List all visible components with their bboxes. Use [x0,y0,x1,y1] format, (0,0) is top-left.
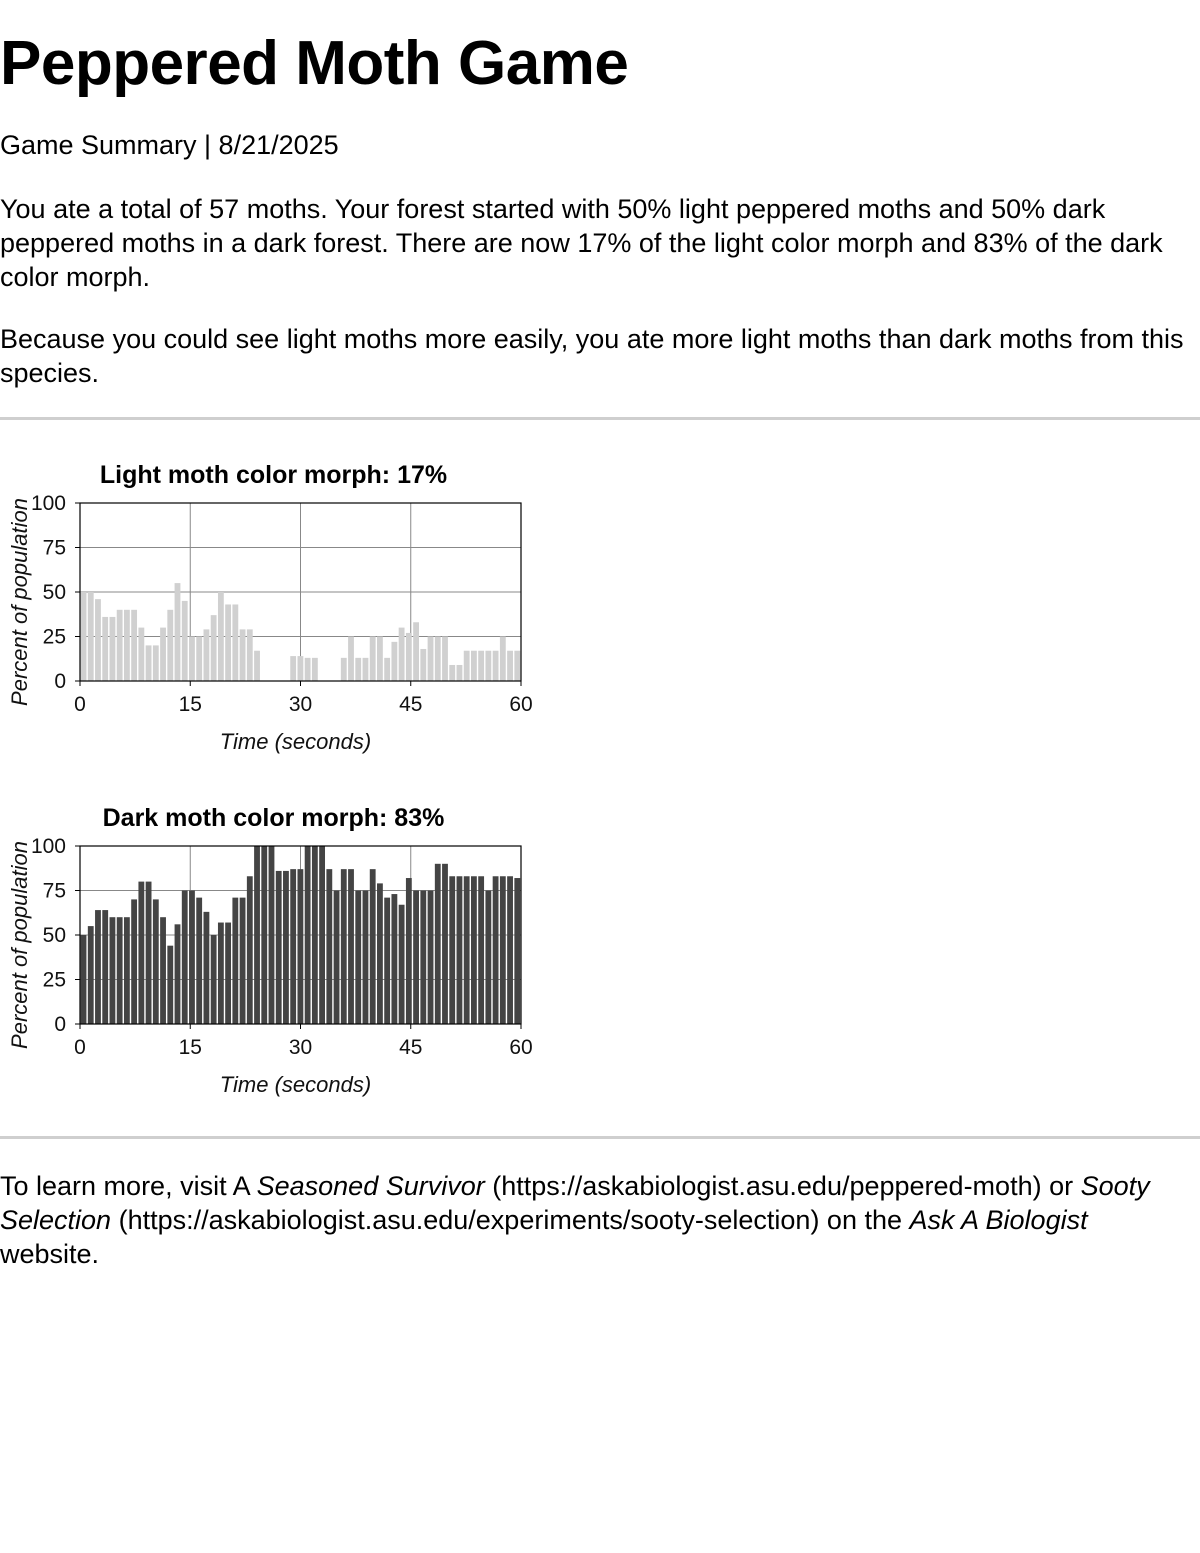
dark-ytick-label: 0 [54,1013,66,1036]
ask-a-biologist-title: Ask A Biologist [909,1205,1088,1235]
dark-bar [131,899,137,1024]
dark-bar [319,846,325,1024]
light-bar [478,651,484,681]
dark-xtick-label: 0 [74,1036,86,1059]
footer-text-3: (https://askabiologist.asu.edu/experiments/sooty-selection) on the [111,1205,910,1235]
light-bar [153,645,159,681]
dark-bar [341,869,347,1024]
dark-bar [218,923,224,1024]
dark-bar [117,917,123,1024]
dark-bar [312,846,318,1024]
dark-bar [471,876,477,1024]
dark-bar [464,876,470,1024]
dark-bar [211,935,217,1024]
learn-more-paragraph [0,1169,1190,1271]
dark-bar [514,878,520,1024]
dark-bar [138,882,144,1024]
dark-bar [420,891,426,1025]
light-bar [124,610,130,681]
dark-bar [124,917,130,1024]
results-paragraph: You ate a total of 57 moths. Your forest started with 50% light peppered moths and 50% dark peppered moths in a dark forest. There are now 17% of the light color morph and 83% of the dark color morph. [0,194,1163,292]
dark-bar [449,876,455,1024]
dark-xtick-label: 60 [509,1036,533,1059]
dark-bar [406,878,412,1024]
light-bar [131,610,137,681]
light-xtick-label: 30 [288,693,313,716]
dark-xtick-label: 15 [178,1036,202,1059]
light-bar [182,601,188,681]
light-bar [507,651,513,681]
light-bar [225,604,231,681]
light-bar [146,645,152,681]
light-bar [391,642,397,681]
light-bar [514,651,520,681]
light-yaxis-label: Percent of population [7,498,32,706]
dark-bar [457,876,463,1024]
light-bar [211,615,217,681]
light-ytick-label: 75 [42,536,66,560]
light-bar [406,633,412,681]
light-bar [254,651,260,681]
light-bar [485,651,491,681]
light-xaxis-label: Time (seconds) [219,729,372,754]
light-bar [493,651,499,681]
explanation-paragraph: Because you could see light moths more easily, you ate more light moths than dark moths from this species. [0,324,1184,388]
light-bar [399,628,405,681]
sooty-selection-title: Sooty Selection [0,1171,1150,1235]
dark-bar [507,876,513,1024]
dark-bar [428,891,434,1025]
dark-ytick-label: 75 [42,879,66,903]
dark-ytick-label: 25 [42,968,66,992]
light-bar [204,629,210,681]
light-bar [348,637,354,682]
dark-bar [478,876,484,1024]
light-ytick-label: 25 [42,625,66,649]
dark-bar [167,946,173,1024]
light-bar [435,637,441,682]
seasoned-survivor-title: Seasoned Survivor [256,1171,485,1201]
dark-bar [175,924,181,1024]
light-bar [232,604,238,681]
dark-bar [485,891,491,1025]
footer-text-2: (https://askabiologist.asu.edu/peppered-moth) or [484,1171,1081,1201]
light-bar [138,628,144,681]
dark-bar [247,876,253,1024]
dark-morph-chart [0,788,560,1098]
light-bar [471,651,477,681]
light-bar [341,658,347,681]
light-bar [102,617,108,681]
dark-bar [370,869,376,1024]
dark-bar [146,882,152,1024]
light-xtick-label: 0 [74,693,86,716]
light-bar [247,629,253,681]
light-bar [110,617,116,681]
light-bar [240,629,246,681]
dark-yaxis-label: Percent of population [7,841,32,1049]
dark-bar [232,898,238,1024]
light-bar [312,658,318,681]
dark-bar [204,912,210,1024]
divider-top [0,417,1200,420]
light-bar [442,637,448,682]
light-morph-chart-svg [0,445,560,755]
light-bar [428,637,434,682]
dark-chart-title: Dark moth color morph: 83% [102,804,445,832]
dark-bar [435,864,441,1024]
dark-bar [355,891,361,1025]
dark-bar [413,891,419,1025]
light-bar [355,658,361,681]
dark-bar [81,935,87,1024]
dark-bar [297,869,303,1024]
light-bar [196,637,202,682]
dark-bar [160,917,166,1024]
dark-xtick-label: 45 [399,1036,423,1059]
dark-bar [384,898,390,1024]
dark-morph-chart-svg [0,788,560,1098]
dark-bar [493,876,499,1024]
light-bar [363,658,369,681]
dark-bar [189,891,195,1025]
dark-bar [153,899,159,1024]
light-ytick-label: 0 [54,670,66,693]
light-bar [370,637,376,682]
dark-bar [269,846,275,1024]
footer-text-4: website. [0,1239,100,1269]
dark-bar [225,923,231,1024]
light-bar [464,651,470,681]
dark-bar [326,869,332,1024]
page-title: Peppered Moth Game [0,29,629,98]
dark-ytick-label: 100 [30,835,66,858]
light-xtick-label: 15 [178,693,202,716]
light-bar [290,656,296,681]
light-bar [167,610,173,681]
light-bar [500,637,506,682]
light-bar [218,592,224,681]
light-bar [449,665,455,681]
light-bar [189,637,195,682]
dark-bar [254,846,260,1024]
light-ytick-label: 50 [42,581,66,604]
light-bar [420,649,426,681]
light-bar [377,637,383,682]
light-chart-title: Light moth color morph: 17% [99,461,448,489]
light-bar [305,658,311,681]
dark-bar [110,917,116,1024]
dark-bar [283,871,289,1024]
dark-bar [240,898,246,1024]
light-bar [384,658,390,681]
light-bar [160,628,166,681]
dark-bar [334,891,340,1025]
dark-ytick-label: 50 [42,924,66,947]
footer-text-1: To learn more, visit A [0,1171,257,1201]
light-xtick-label: 60 [509,693,533,716]
dark-bar [348,869,354,1024]
dark-xaxis-label: Time (seconds) [219,1072,372,1097]
dark-bar [363,891,369,1025]
dark-bar [95,910,101,1024]
light-ytick-label: 100 [30,492,66,515]
dark-bar [182,891,188,1025]
dark-bar [377,883,383,1024]
dark-bar [391,894,397,1024]
light-bar [297,656,303,681]
divider-bottom [0,1136,1200,1139]
light-morph-chart [0,445,560,755]
dark-bar [88,926,94,1024]
game-summary-date: Game Summary | 8/21/2025 [0,130,339,160]
light-bar [88,592,94,681]
dark-bar [261,846,267,1024]
dark-xtick-label: 30 [288,1036,313,1059]
light-bar [95,599,101,681]
dark-bar [102,910,108,1024]
dark-bar [276,871,282,1024]
dark-bar [500,876,506,1024]
light-bar [413,622,419,681]
dark-bar [305,846,311,1024]
light-bar [457,665,463,681]
dark-bar [290,869,296,1024]
dark-bar [196,898,202,1024]
dark-bar [399,905,405,1024]
dark-bar [442,864,448,1024]
light-bar [81,592,87,681]
light-bar [117,610,123,681]
light-bar [175,583,181,681]
light-xtick-label: 45 [399,693,423,716]
